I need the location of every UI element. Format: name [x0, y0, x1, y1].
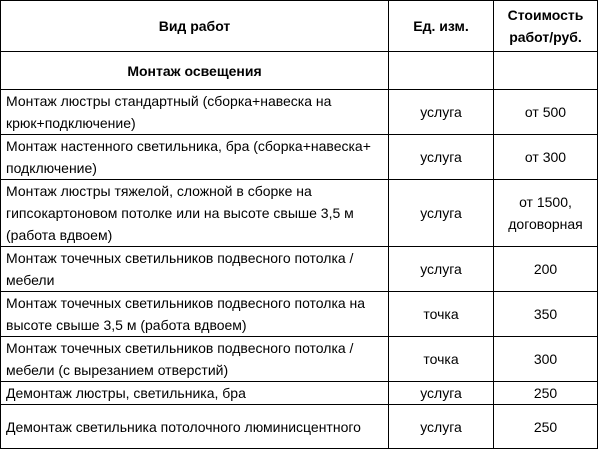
- section-title: Монтаж освещения: [1, 52, 389, 90]
- work-name: Монтаж точечных светильников подвесного потолка / мебели: [1, 247, 389, 292]
- work-name: Монтаж точечных светильников подвесного потолка / мебели (с вырезанием отверстий): [1, 337, 389, 382]
- work-name: Монтаж настенного светильника, бра (сборка+навеска+ подключение): [1, 135, 389, 180]
- work-cost: от 500: [494, 90, 598, 135]
- table-row: [1, 247, 598, 292]
- table-header-row: [1, 1, 598, 52]
- work-name: Монтаж точечных светильников подвесного потолка на высоте свыше 3,5 м (работа вдвоем): [1, 292, 389, 337]
- work-cost: 250: [494, 382, 598, 405]
- work-cost: от 1500, договорная: [494, 180, 598, 247]
- work-unit: услуга: [389, 382, 494, 405]
- section-empty-unit: [389, 52, 494, 90]
- work-cost: от 300: [494, 135, 598, 180]
- work-cost: 350: [494, 292, 598, 337]
- header-unit: Ед. изм.: [389, 1, 494, 52]
- work-unit: услуга: [389, 180, 494, 247]
- work-unit: услуга: [389, 90, 494, 135]
- work-cost: 200: [494, 247, 598, 292]
- section-empty-cost: [494, 52, 598, 90]
- work-unit: услуга: [389, 247, 494, 292]
- work-cost: 300: [494, 337, 598, 382]
- table-row: [1, 135, 598, 180]
- table-row: [1, 180, 598, 247]
- table-row: [1, 405, 598, 449]
- work-name: Монтаж люстры тяжелой, сложной в сборке на гипсокартоновом потолке или на высоте свыше 3,5 м (работа вдвоем): [1, 180, 389, 247]
- table-row: [1, 382, 598, 405]
- work-name: Демонтаж светильника потолочного люминисцентного: [1, 405, 389, 449]
- table-row: [1, 292, 598, 337]
- header-work-type: Вид работ: [1, 1, 389, 52]
- work-cost: 250: [494, 405, 598, 449]
- work-name: Демонтаж люстры, светильника, бра: [1, 382, 389, 405]
- table-row: [1, 90, 598, 135]
- work-name: Монтаж люстры стандартный (сборка+навеска на крюк+подключение): [1, 90, 389, 135]
- work-unit: точка: [389, 337, 494, 382]
- section-row: [1, 52, 598, 90]
- work-unit: услуга: [389, 405, 494, 449]
- work-unit: услуга: [389, 135, 494, 180]
- table-row: [1, 337, 598, 382]
- header-cost: Стоимость работ/руб.: [494, 1, 598, 52]
- work-unit: точка: [389, 292, 494, 337]
